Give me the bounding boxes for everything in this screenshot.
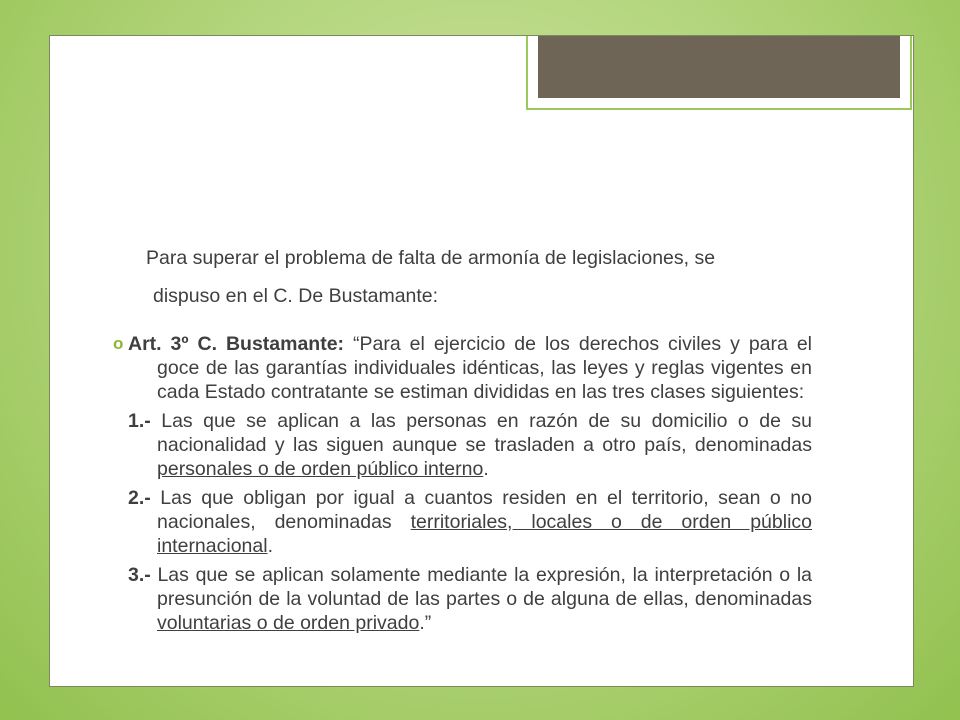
article-text: “Para el ejercicio de los derechos civiles y para el goce de las garantías individuales idénticas, las leyes y reglas vigentes en cada Estado contratante se estiman divididas en las tres clases siguientes: xyxy=(157,333,812,403)
title-placeholder xyxy=(538,36,900,98)
item-underlined-term: territoriales, locales o de orden público internacional xyxy=(157,511,812,557)
list-item xyxy=(128,563,812,635)
item-text: Las que obligan por igual a cuantos residen en el territorio, sean o no nacionales, denominadas xyxy=(150,487,812,533)
item-tail: .” xyxy=(419,612,432,634)
intro-line-2: dispuso en el C. De Bustamante: xyxy=(153,285,439,307)
item-text: Las que se aplican solamente mediante la expresión, la interpretación o la presunción de la voluntad de las partes o de alguna de ellas, denominadas xyxy=(150,564,812,610)
list-item xyxy=(128,409,812,481)
item-underlined-term: voluntarias o de orden privado xyxy=(157,612,420,634)
title-placeholder-frame xyxy=(526,36,912,110)
item-tail: . xyxy=(483,458,489,480)
item-number: 3.- xyxy=(128,564,151,586)
intro-line-1: Para superar el problema de falta de armonía de legislaciones, se xyxy=(146,247,716,269)
article-label: Art. 3º C. Bustamante: xyxy=(128,333,345,355)
item-number: 2.- xyxy=(128,487,151,509)
item-number: 1.- xyxy=(128,410,151,432)
article-paragraph xyxy=(113,332,812,404)
list-item xyxy=(128,486,812,558)
item-text: Las que se aplican a las personas en razón de su domicilio o de su nacionalidad y las siguen aunque se trasladen a otro país, denominadas xyxy=(150,410,812,456)
bullet-icon: o xyxy=(113,334,124,353)
item-tail: . xyxy=(267,535,273,557)
item-underlined-term: personales o de orden público interno xyxy=(157,458,484,480)
slide-body xyxy=(113,246,812,635)
